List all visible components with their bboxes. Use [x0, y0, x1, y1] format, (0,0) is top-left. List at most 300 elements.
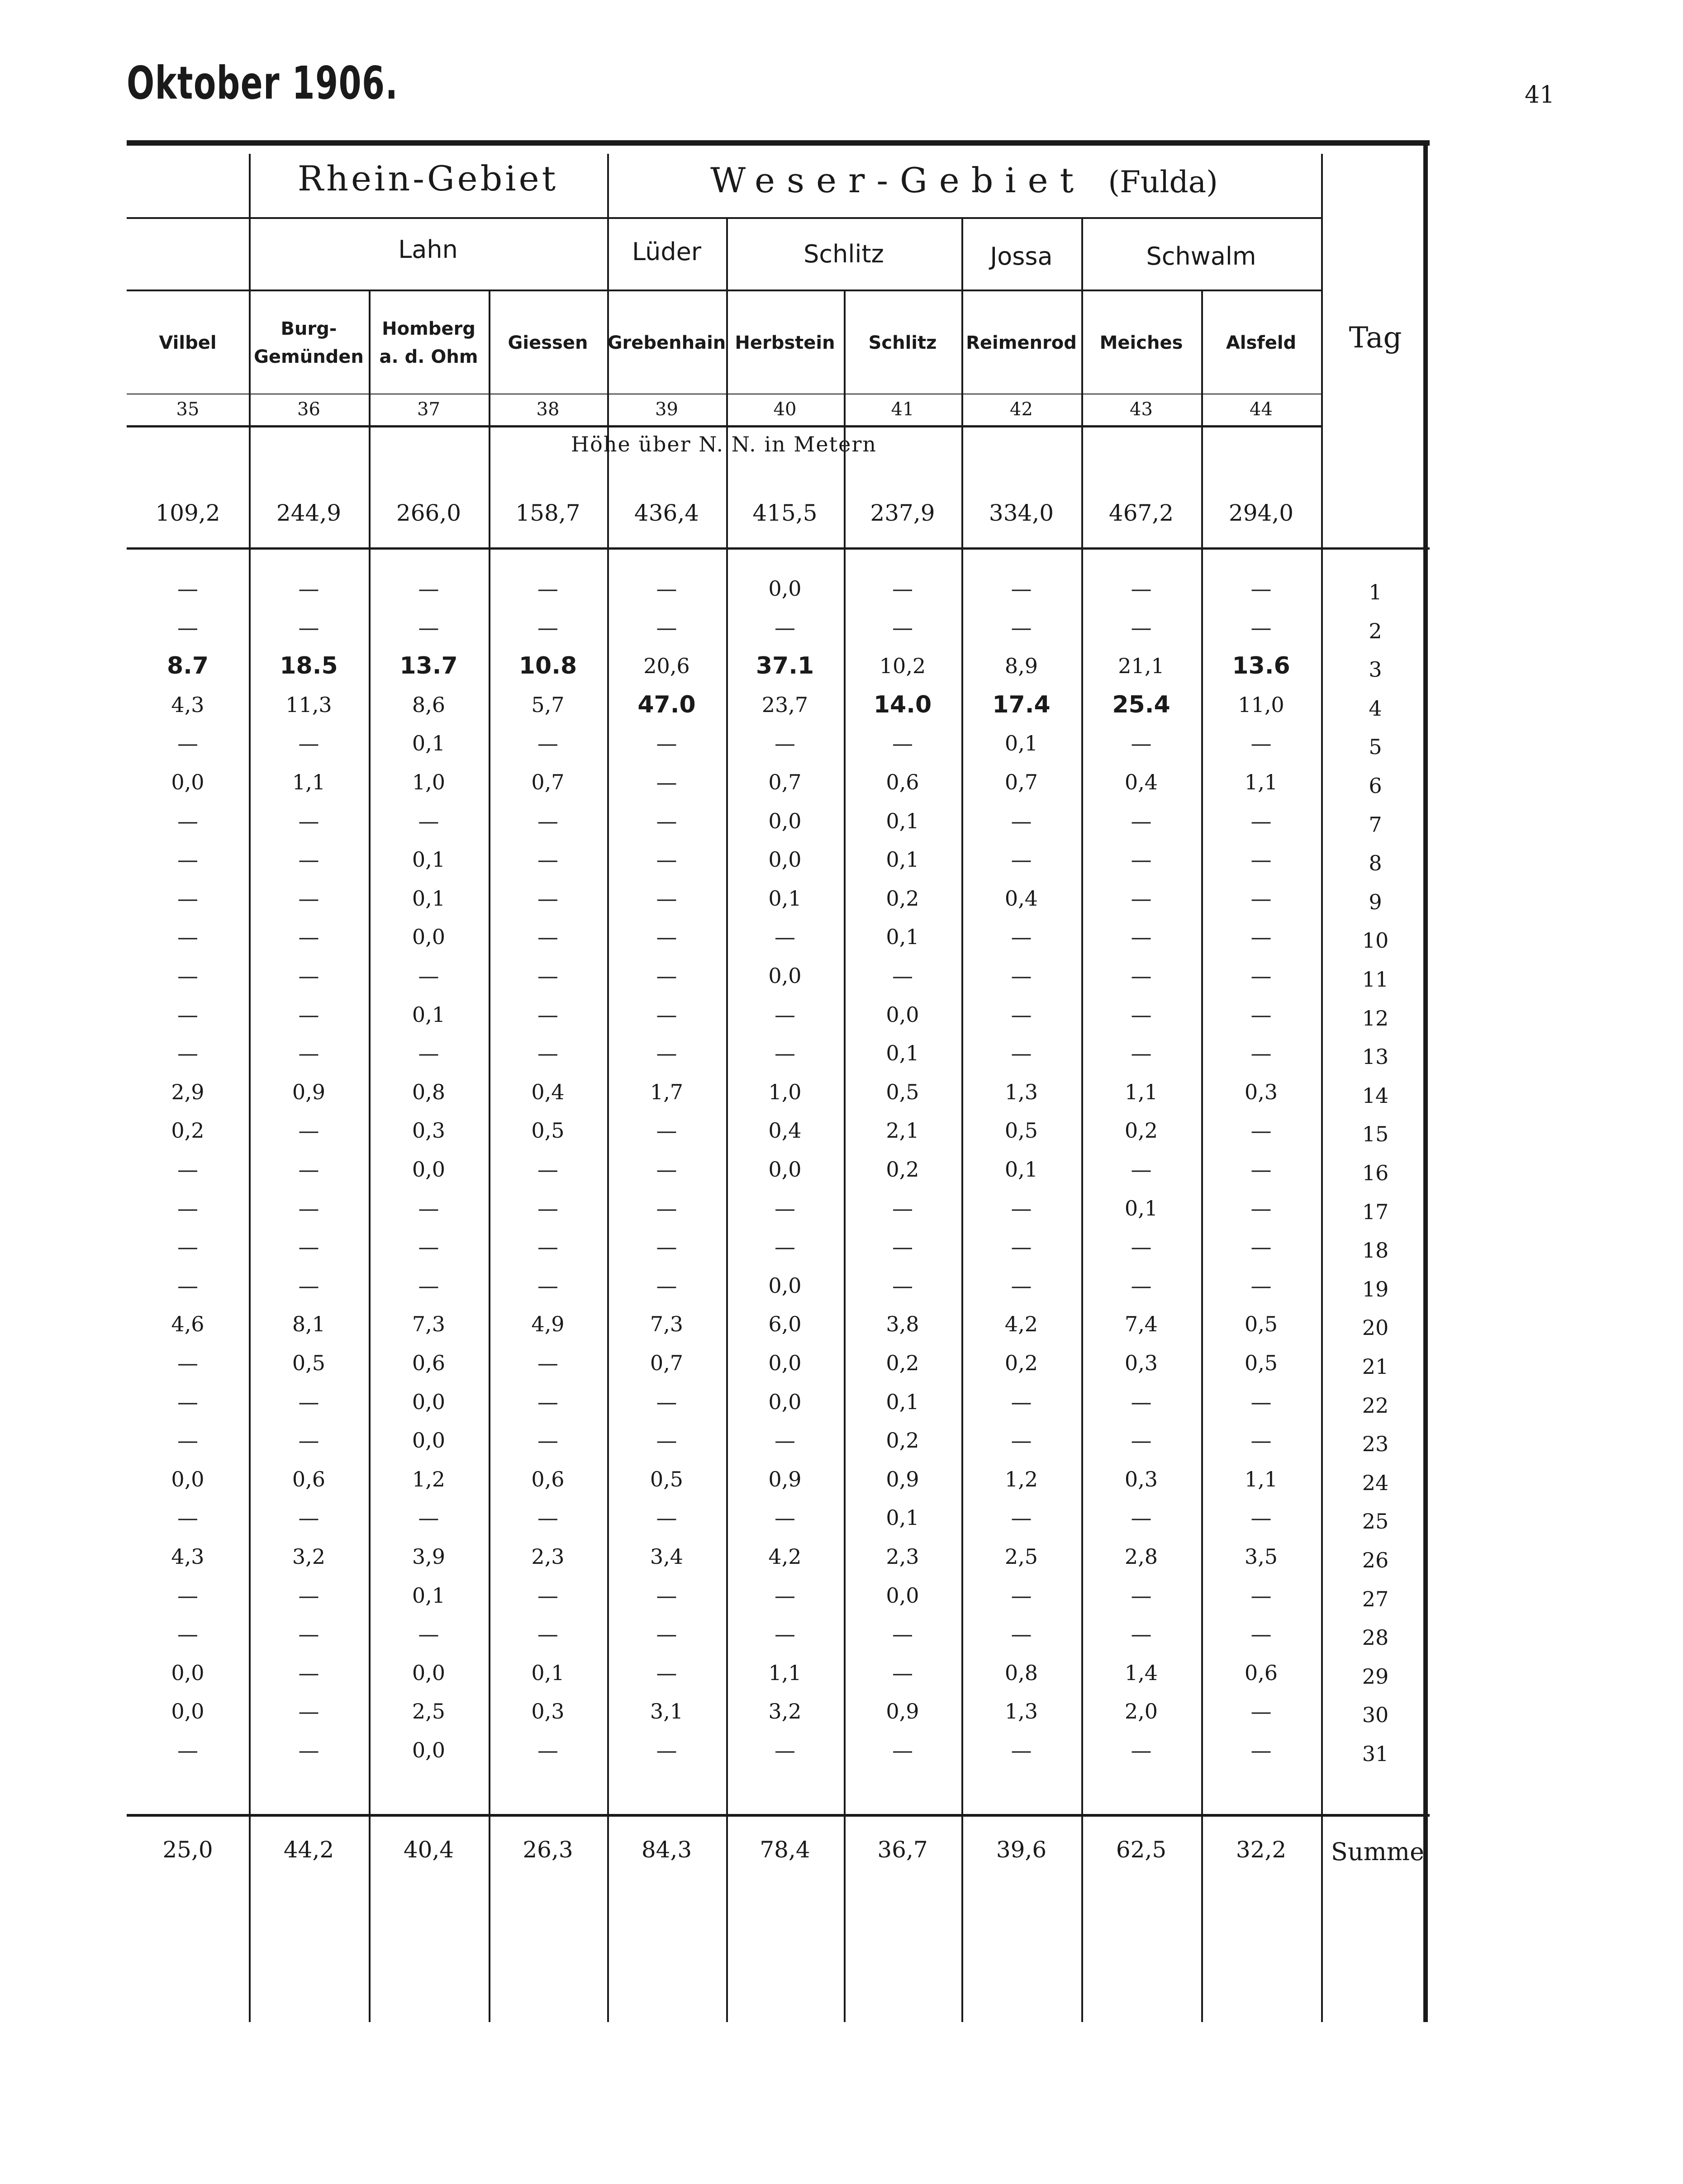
- data-cell: 0,6: [886, 770, 919, 794]
- data-cell: —: [1250, 1583, 1272, 1608]
- data-cell: 8,9: [1004, 654, 1038, 679]
- data-cell: 0,0: [768, 1273, 802, 1298]
- data-cell: —: [1131, 808, 1152, 833]
- data-cell: —: [656, 1273, 677, 1298]
- data-cell: 2,8: [1124, 1544, 1158, 1569]
- station-number: 35: [176, 399, 200, 420]
- weser-gebiet-label: Weser-Gebiet: [710, 160, 1086, 200]
- data-cell: 8.7: [166, 652, 209, 680]
- data-cell: 0,9: [886, 1699, 919, 1724]
- data-cell: —: [775, 1738, 795, 1762]
- data-cell: 13.6: [1232, 652, 1290, 680]
- station-name: Giessen: [508, 332, 588, 353]
- data-cell: —: [892, 615, 913, 640]
- data-cell: —: [298, 886, 319, 911]
- sum-value: 32,2: [1236, 1837, 1287, 1863]
- data-cell: —: [1131, 1505, 1152, 1530]
- data-cell: —: [775, 731, 795, 756]
- data-cell: —: [418, 1273, 439, 1298]
- data-cell: —: [775, 1505, 795, 1530]
- day-number: 30: [1362, 1703, 1389, 1728]
- data-cell: 0,0: [412, 1738, 446, 1762]
- data-cell: 0,5: [292, 1351, 326, 1375]
- data-cell: 0,6: [1244, 1660, 1278, 1685]
- tag-header: Tag: [1349, 321, 1402, 355]
- station-elevation: 467,2: [1108, 500, 1174, 526]
- data-cell: —: [1131, 731, 1152, 756]
- data-cell: —: [656, 964, 677, 988]
- data-cell: —: [298, 925, 319, 950]
- data-cell: —: [775, 615, 795, 640]
- data-cell: 0,6: [531, 1467, 565, 1491]
- day-number: 17: [1362, 1199, 1389, 1224]
- data-cell: —: [1011, 1234, 1032, 1259]
- data-cell: —: [1250, 1196, 1272, 1220]
- data-cell: —: [1250, 1622, 1272, 1647]
- data-cell: —: [298, 1196, 319, 1220]
- station-name: Schlitz: [868, 332, 937, 353]
- data-cell: —: [177, 1428, 198, 1453]
- data-cell: —: [1250, 1699, 1272, 1724]
- data-cell: —: [537, 1622, 558, 1647]
- data-cell: 3,8: [886, 1312, 919, 1337]
- station-elevation: 334,0: [989, 500, 1054, 526]
- day-number: 4: [1369, 696, 1382, 721]
- data-cell: —: [892, 1196, 913, 1220]
- data-cell: 0,0: [412, 1660, 446, 1685]
- data-cell: 0,4: [531, 1079, 565, 1104]
- data-cell: —: [177, 886, 198, 911]
- data-cell: —: [298, 964, 319, 988]
- data-cell: —: [298, 847, 319, 872]
- data-cell: 37.1: [756, 652, 814, 680]
- data-cell: —: [656, 1196, 677, 1220]
- data-cell: —: [1131, 847, 1152, 872]
- day-number: 6: [1369, 774, 1382, 798]
- data-cell: —: [1011, 1622, 1032, 1647]
- data-cell: 0,9: [768, 1467, 802, 1491]
- data-cell: —: [177, 1351, 198, 1375]
- station-elevation: 237,9: [870, 500, 935, 526]
- station-number: 41: [891, 399, 914, 420]
- data-cell: 0,1: [886, 1041, 919, 1066]
- data-cell: 0,9: [886, 1467, 919, 1491]
- data-cell: 10.8: [518, 652, 577, 680]
- data-cell: —: [298, 808, 319, 833]
- data-cell: —: [177, 808, 198, 833]
- data-cell: —: [537, 1273, 558, 1298]
- data-cell: 3,5: [1244, 1544, 1278, 1569]
- sum-value: 78,4: [760, 1837, 810, 1863]
- data-cell: —: [177, 1738, 198, 1762]
- data-cell: 0,2: [886, 1157, 919, 1182]
- data-cell: 7,3: [650, 1312, 684, 1337]
- data-cell: —: [1011, 847, 1032, 872]
- station-elevation: 244,9: [276, 500, 342, 526]
- day-number: 19: [1362, 1277, 1389, 1301]
- data-cell: —: [298, 1273, 319, 1298]
- data-cell: —: [1131, 1273, 1152, 1298]
- data-cell: 18.5: [280, 652, 338, 680]
- river-lahn: Lahn: [398, 235, 458, 264]
- data-cell: —: [656, 1041, 677, 1066]
- precipitation-table: [127, 140, 1430, 2022]
- top-rule: [127, 140, 1430, 146]
- data-cell: —: [775, 1583, 795, 1608]
- data-cell: 1,4: [1124, 1660, 1158, 1685]
- data-cell: —: [1131, 964, 1152, 988]
- data-cell: 1,7: [650, 1079, 684, 1104]
- data-cell: —: [298, 1738, 319, 1762]
- data-cell: 4,3: [171, 1544, 204, 1569]
- day-number: 31: [1362, 1742, 1389, 1766]
- data-cell: —: [775, 1428, 795, 1453]
- data-cell: 0,0: [171, 770, 204, 794]
- data-cell: 1,1: [1124, 1079, 1158, 1104]
- data-cell: 0,0: [768, 808, 802, 833]
- data-cell: —: [1011, 925, 1032, 950]
- station-number: 38: [536, 399, 560, 420]
- data-cell: —: [537, 1002, 558, 1027]
- data-cell: 1,2: [1004, 1467, 1038, 1491]
- data-cell: —: [537, 615, 558, 640]
- data-cell: —: [1131, 1622, 1152, 1647]
- data-cell: 4,2: [768, 1544, 802, 1569]
- data-cell: —: [298, 731, 319, 756]
- data-cell: —: [298, 576, 319, 601]
- data-cell: —: [177, 1583, 198, 1608]
- data-cell: 0,8: [412, 1079, 446, 1104]
- data-cell: —: [656, 1002, 677, 1027]
- data-cell: —: [418, 576, 439, 601]
- rule-group: [127, 217, 1321, 219]
- data-cell: 2,0: [1124, 1699, 1158, 1724]
- page-title: Oktober 1906.: [127, 57, 399, 109]
- data-cell: —: [537, 847, 558, 872]
- day-number: 8: [1369, 851, 1382, 876]
- data-cell: —: [1250, 1738, 1272, 1762]
- summe-label: Summe: [1331, 1837, 1425, 1866]
- data-cell: 4,3: [171, 692, 204, 717]
- data-cell: —: [1250, 576, 1272, 601]
- data-cell: 10,2: [879, 654, 926, 679]
- data-cell: —: [656, 1660, 677, 1685]
- data-cell: —: [656, 847, 677, 872]
- data-cell: —: [537, 886, 558, 911]
- day-number: 27: [1362, 1586, 1389, 1611]
- data-cell: 7,4: [1124, 1312, 1158, 1337]
- day-number: 2: [1369, 618, 1382, 643]
- river-schwalm: Schwalm: [1146, 242, 1256, 271]
- data-cell: 0,2: [886, 886, 919, 911]
- data-cell: —: [537, 1234, 558, 1259]
- data-cell: —: [298, 1583, 319, 1608]
- data-cell: —: [298, 1660, 319, 1685]
- data-cell: 3,1: [650, 1699, 684, 1724]
- data-cell: —: [1011, 964, 1032, 988]
- data-cell: —: [418, 1041, 439, 1066]
- data-cell: —: [298, 1505, 319, 1530]
- river-jossa: Jossa: [990, 242, 1053, 271]
- data-cell: —: [537, 964, 558, 988]
- data-cell: —: [1250, 1041, 1272, 1066]
- data-cell: 1,3: [1004, 1079, 1038, 1104]
- data-cell: —: [1011, 576, 1032, 601]
- data-cell: 0,1: [886, 1505, 919, 1530]
- data-cell: —: [177, 1041, 198, 1066]
- station-number: 42: [1010, 399, 1033, 420]
- data-cell: —: [656, 770, 677, 794]
- data-cell: —: [418, 1505, 439, 1530]
- river-lueder: Lüder: [632, 237, 702, 266]
- data-cell: 0,0: [886, 1002, 919, 1027]
- station-elevation: 294,0: [1228, 500, 1294, 526]
- weser-gebiet-sub: (Fulda): [1108, 165, 1218, 199]
- data-cell: —: [892, 1273, 913, 1298]
- data-cell: 2,1: [886, 1118, 919, 1143]
- data-cell: 0,0: [171, 1660, 204, 1685]
- data-cell: —: [1250, 731, 1272, 756]
- data-cell: —: [1131, 1583, 1152, 1608]
- data-cell: —: [775, 1234, 795, 1259]
- data-cell: —: [775, 925, 795, 950]
- data-cell: —: [656, 615, 677, 640]
- station-name: Herbstein: [735, 332, 835, 353]
- station-name: Reimenrod: [966, 332, 1077, 353]
- data-cell: —: [177, 576, 198, 601]
- station-number: 37: [417, 399, 440, 420]
- data-cell: —: [656, 1622, 677, 1647]
- data-cell: 6,0: [768, 1312, 802, 1337]
- data-cell: 0,6: [412, 1351, 446, 1375]
- data-cell: 0,2: [886, 1351, 919, 1375]
- data-cell: 20,6: [643, 654, 690, 679]
- data-cell: 1,2: [412, 1467, 446, 1491]
- data-cell: —: [892, 964, 913, 988]
- data-cell: 0,1: [531, 1660, 565, 1685]
- data-cell: —: [177, 731, 198, 756]
- station-name: Vilbel: [159, 332, 217, 353]
- data-cell: —: [298, 1622, 319, 1647]
- data-cell: —: [298, 1389, 319, 1414]
- station-number: 43: [1130, 399, 1153, 420]
- weser-gebiet-header: [607, 160, 1321, 200]
- data-cell: 0,0: [412, 1389, 446, 1414]
- data-cell: —: [1250, 1157, 1272, 1182]
- data-cell: 1,0: [768, 1079, 802, 1104]
- data-cell: 0,2: [886, 1428, 919, 1453]
- station-name: Meiches: [1099, 332, 1183, 353]
- data-cell: 0,0: [171, 1467, 204, 1491]
- data-cell: —: [656, 1583, 677, 1608]
- data-cell: —: [418, 964, 439, 988]
- data-cell: —: [892, 1622, 913, 1647]
- data-cell: —: [656, 808, 677, 833]
- data-cell: —: [656, 886, 677, 911]
- data-cell: —: [1131, 1738, 1152, 1762]
- station-elevation: 266,0: [396, 500, 461, 526]
- data-cell: —: [892, 1738, 913, 1762]
- data-cell: 2,5: [412, 1699, 446, 1724]
- data-cell: 0,1: [412, 886, 446, 911]
- data-cell: 0,0: [412, 925, 446, 950]
- rule-data-start: [127, 547, 1430, 550]
- data-cell: 11,3: [285, 692, 332, 717]
- data-cell: —: [298, 1002, 319, 1027]
- data-cell: —: [656, 1389, 677, 1414]
- data-cell: —: [1011, 1273, 1032, 1298]
- data-cell: —: [537, 925, 558, 950]
- data-cell: 4,2: [1004, 1312, 1038, 1337]
- data-cell: —: [1131, 1157, 1152, 1182]
- sum-value: 39,6: [996, 1837, 1047, 1863]
- data-cell: —: [1011, 1583, 1032, 1608]
- data-cell: —: [1011, 1505, 1032, 1530]
- station-name: Alsfeld: [1226, 332, 1297, 353]
- data-cell: 2,3: [531, 1544, 565, 1569]
- station-elevation: 109,2: [155, 500, 220, 526]
- data-cell: 0,1: [412, 731, 446, 756]
- day-number: 16: [1362, 1161, 1389, 1185]
- data-cell: 13.7: [399, 652, 458, 680]
- data-cell: —: [177, 1505, 198, 1530]
- station-name: Homberg a. d. Ohm: [379, 318, 478, 367]
- data-cell: —: [418, 1234, 439, 1259]
- data-cell: 0,5: [531, 1118, 565, 1143]
- data-cell: 0,0: [768, 576, 802, 601]
- data-cell: —: [656, 731, 677, 756]
- data-cell: —: [1011, 615, 1032, 640]
- day-number: 24: [1362, 1470, 1389, 1495]
- data-cell: —: [1131, 576, 1152, 601]
- data-cell: 2,3: [886, 1544, 919, 1569]
- data-cell: 0,0: [768, 847, 802, 872]
- station-name: Grebenhain: [607, 332, 726, 353]
- data-cell: —: [418, 1196, 439, 1220]
- day-number: 7: [1369, 812, 1382, 837]
- data-cell: —: [775, 1002, 795, 1027]
- data-cell: —: [537, 1041, 558, 1066]
- data-cell: 0,0: [886, 1583, 919, 1608]
- data-cell: 0,7: [1004, 770, 1038, 794]
- data-cell: —: [1011, 1428, 1032, 1453]
- data-cell: —: [656, 1157, 677, 1182]
- data-cell: —: [298, 1041, 319, 1066]
- day-number: 9: [1369, 889, 1382, 914]
- day-number: 14: [1362, 1083, 1389, 1108]
- data-cell: —: [1250, 1505, 1272, 1530]
- data-cell: —: [1250, 1234, 1272, 1259]
- data-cell: —: [656, 1505, 677, 1530]
- data-cell: —: [418, 615, 439, 640]
- day-number: 11: [1362, 967, 1389, 992]
- data-cell: 3,2: [292, 1544, 326, 1569]
- data-cell: 0,5: [1004, 1118, 1038, 1143]
- day-number: 5: [1369, 735, 1382, 760]
- day-number: 12: [1362, 1006, 1389, 1030]
- data-cell: —: [537, 1196, 558, 1220]
- data-cell: —: [537, 1157, 558, 1182]
- data-cell: 0,5: [1244, 1312, 1278, 1337]
- data-cell: —: [1131, 1234, 1152, 1259]
- data-cell: —: [1250, 964, 1272, 988]
- data-cell: 14.0: [873, 691, 932, 718]
- data-cell: —: [177, 1622, 198, 1647]
- data-cell: 0,2: [1124, 1118, 1158, 1143]
- data-cell: 0,1: [1004, 1157, 1038, 1182]
- day-number: 26: [1362, 1548, 1389, 1572]
- data-cell: 1,3: [1004, 1699, 1038, 1724]
- data-cell: 1,1: [1244, 1467, 1278, 1491]
- station-elevation: 415,5: [752, 500, 818, 526]
- data-cell: 0,3: [1124, 1351, 1158, 1375]
- rule-numbers: [127, 425, 1321, 427]
- data-cell: —: [1131, 1041, 1152, 1066]
- data-cell: 0,8: [1004, 1660, 1038, 1685]
- data-cell: 0,1: [886, 925, 919, 950]
- data-cell: 1,1: [1244, 770, 1278, 794]
- data-cell: —: [1131, 886, 1152, 911]
- day-number: 13: [1362, 1045, 1389, 1069]
- station-number: 39: [655, 399, 678, 420]
- data-cell: 21,1: [1118, 654, 1165, 679]
- data-cell: 3,9: [412, 1544, 446, 1569]
- data-cell: —: [1250, 808, 1272, 833]
- data-cell: —: [298, 1118, 319, 1143]
- data-cell: —: [418, 1622, 439, 1647]
- data-cell: —: [656, 1428, 677, 1453]
- data-cell: 1,1: [292, 770, 326, 794]
- data-cell: 2,9: [171, 1079, 204, 1104]
- data-cell: —: [656, 1118, 677, 1143]
- data-cell: —: [1250, 886, 1272, 911]
- data-cell: 4,9: [531, 1312, 565, 1337]
- data-cell: 0,3: [1124, 1467, 1158, 1491]
- data-cell: —: [1011, 1196, 1032, 1220]
- rhein-gebiet-header: [249, 158, 607, 199]
- data-cell: 0,0: [768, 1351, 802, 1375]
- data-cell: —: [1250, 1118, 1272, 1143]
- data-cell: —: [656, 1234, 677, 1259]
- data-cell: 1,1: [768, 1660, 802, 1685]
- station-number: 44: [1250, 399, 1273, 420]
- data-cell: 0,1: [412, 1583, 446, 1608]
- sum-value: 84,3: [641, 1837, 692, 1863]
- station-name: Burg- Gemünden: [254, 318, 364, 367]
- data-cell: —: [298, 615, 319, 640]
- data-cell: 0,3: [1244, 1079, 1278, 1104]
- data-cell: 11,0: [1238, 692, 1284, 717]
- sum-value: 25,0: [162, 1837, 213, 1863]
- station-elevation: 436,4: [634, 500, 699, 526]
- data-cell: 0,5: [886, 1079, 919, 1104]
- data-cell: —: [177, 615, 198, 640]
- data-cell: 8,6: [412, 692, 446, 717]
- day-number: 25: [1362, 1509, 1389, 1534]
- data-cell: —: [1131, 615, 1152, 640]
- sum-value: 62,5: [1116, 1837, 1167, 1863]
- data-cell: 8,1: [292, 1312, 326, 1337]
- data-cell: —: [775, 1622, 795, 1647]
- data-cell: —: [892, 576, 913, 601]
- data-cell: 0,1: [412, 1002, 446, 1027]
- day-number: 3: [1369, 657, 1382, 682]
- data-cell: —: [537, 808, 558, 833]
- data-cell: 47.0: [637, 691, 696, 718]
- data-cell: —: [177, 847, 198, 872]
- data-cell: —: [177, 1002, 198, 1027]
- page-number: 41: [1525, 81, 1555, 109]
